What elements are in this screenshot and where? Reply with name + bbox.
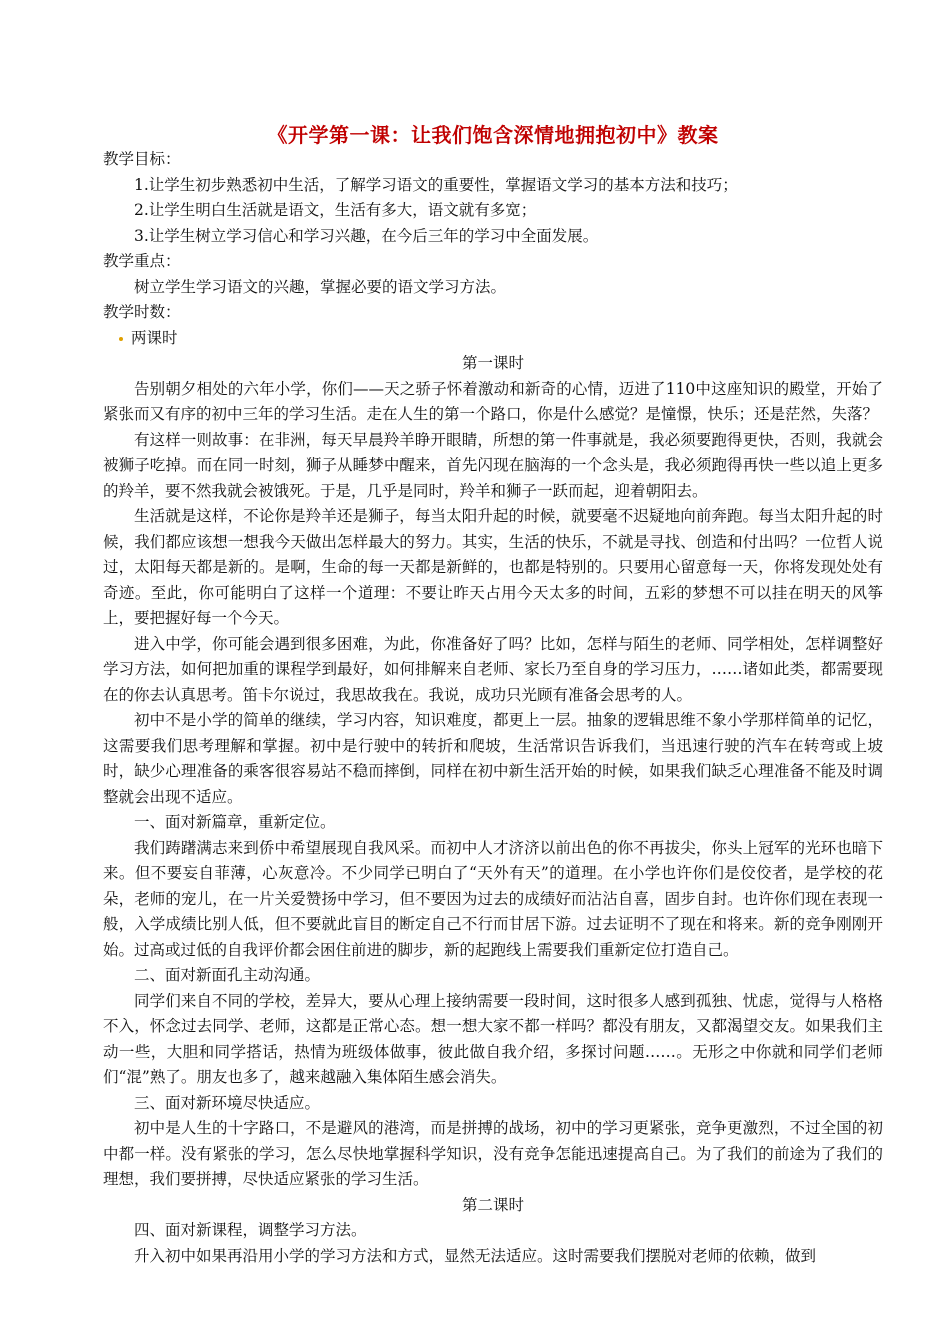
section-heading: 三、面对新环境尽快适应。 bbox=[134, 1093, 321, 1112]
paragraph: 进入中学，你可能会遇到很多困难，为此，你准备好了吗？比如，怎样与陌生的老师、同学相处，怎样调整好学习方法，如何把加重的课程学到最好，如何排解来自老师、家长乃至自身的学习压力，……诸如此类，都需要现在的你去认真思考。笛卡尔说过，我思故我在。我说，成功只光顾有准备会思考的人。 bbox=[103, 634, 883, 704]
paragraph: 初中是人生的十字路口，不是避风的港湾，而是拼搏的战场，初中的学习更紧张，竞争更激烈，不过全国的初中都一样。没有紧张的学习，怎么尽快地掌握科学知识，没有竞争怎能迅速提高自己。为了我们的前途为了我们的理想，我们要拼搏，尽快适应紧张的学习生活。 bbox=[103, 1119, 883, 1188]
lesson-heading: 第一课时 bbox=[461, 354, 524, 372]
goal-item: 2.让学生明白生活就是语文，生活有多大，语文就有多宽； bbox=[134, 201, 537, 219]
hours-text: 两课时 bbox=[131, 328, 178, 347]
hours-line bbox=[103, 326, 883, 352]
section-heading: 一、面对新篇章，重新定位。 bbox=[134, 813, 336, 831]
goal-item: 3.让学生树立学习信心和学习兴趣，在今后三年的学习中全面发展。 bbox=[134, 226, 599, 245]
paragraph: 升入初中如果再沿用小学的学习方法和方式，显然无法适应。这时需要我们摆脱对老师的依赖，做到 bbox=[134, 1246, 817, 1265]
paragraph: 告别朝夕相处的六年小学，你们——天之骄子怀着激动和新奇的心情，迈进了110中这座知识的殿堂，开始了紧张而又有序的初中三年的学习生活。走在人生的第一个路口，你是什么感觉？是憧憬，快乐；还是茫然，失落？ bbox=[103, 379, 883, 423]
section-heading: 二、面对新面孔主动沟通。 bbox=[134, 966, 321, 984]
paragraph: 我们踌躇满志来到侨中希望展现自我风采。而初中人才济济以前出色的你不再拔尖，你头上冠军的光环也暗下来。但不要妄自菲薄，心灰意冷。不少同学已明白了“天外有天”的道理。在小学也许你们是佼佼者，是学校的花朵，老师的宠儿，在一片关爱赞扬中学习，但不要因为过去的成绩好而沾沾自喜，固步自封。也许你们现在表现一般，入学成绩比别人低，但不要就此盲目的断定自己不行而甘居下游。过去证明不了现在和将来。新的竞争刚刚开始。过高或过低的自我评价都会困住前进的脚步，新的起跑线上需要我们重新定位打造自己。 bbox=[103, 838, 883, 959]
bullet-dot-icon bbox=[119, 337, 123, 341]
paragraph: 同学们来自不同的学校，差异大，要从心理上接纳需要一段时间，这时很多人感到孤独、忧虑，觉得与人格格不入，怀念过去同学、老师，这都是正常心态。想一想大家不都一样吗？都没有朋友，又都渴望交友。如果我们主动一些，大胆和同学搭话，热情为班级体做事，彼此做自我介绍，多探讨问题……。无形之中你就和同学们老师们“混”熟了。朋友也多了，越来越融入集体陌生感会消失。 bbox=[103, 991, 883, 1086]
section-heading: 四、面对新课程，调整学习方法。 bbox=[134, 1221, 367, 1239]
paragraph: 有这样一则故事：在非洲，每天早晨羚羊睁开眼睛，所想的第一件事就是，我必须要跑得更快，否则，我就会被狮子吃掉。而在同一时刻，狮子从睡梦中醒来，首先闪现在脑海的一个念头是，我必须跑得再快一些以追上更多的羚羊，要不然我就会被饿死。于是，几乎是同时，羚羊和狮子一跃而起，迎着朝阳去。 bbox=[103, 430, 883, 500]
document-title: 《开学第一课：让我们饱含深情地拥抱初中》教案 bbox=[267, 123, 719, 147]
paragraph: 生活就是这样，不论你是羚羊还是狮子，每当太阳升起的时候，就要毫不迟疑地向前奔跑。每当太阳升起的时候，我们都应该想一想我今天做出怎样最大的努力。其实，生活的快乐，不就是寻找、创造和付出吗？一位哲人说过，太阳每天都是新的。是啊，生命的每一天都是新鲜的，也都是特别的。只要用心留意每一天，你将发现处处有奇迹。至此，你可能明白了这样一个道理：不要让昨天占用今天太多的时间，五彩的梦想不可以挂在明天的风筝上，要把握好每一个今天。 bbox=[103, 507, 883, 627]
document-page bbox=[103, 120, 883, 1269]
goal-item: 1.让学生初步熟悉初中生活，了解学习语文的重要性，掌握语文学习的基本方法和技巧； bbox=[134, 175, 738, 194]
lesson-heading: 第二课时 bbox=[461, 1195, 524, 1214]
goals-label: 教学目标： bbox=[103, 150, 181, 168]
hours-label: 教学时数： bbox=[103, 303, 181, 321]
focus-label: 教学重点： bbox=[103, 252, 181, 270]
focus-text: 树立学生学习语文的兴趣，掌握必要的语文学习方法。 bbox=[134, 277, 507, 296]
paragraph: 初中不是小学的简单的继续，学习内容，知识难度，都更上一层。抽象的逻辑思维不象小学那样简单的记忆，这需要我们思考理解和掌握。初中是行驶中的转折和爬坡，生活常识告诉我们，当迅速行驶的汽车在转弯或上坡时，缺少心理准备的乘客很容易站不稳而摔倒，同样在初中新生活开始的时候，如果我们缺乏心理准备不能及时调整就会出现不适应。 bbox=[103, 711, 883, 806]
